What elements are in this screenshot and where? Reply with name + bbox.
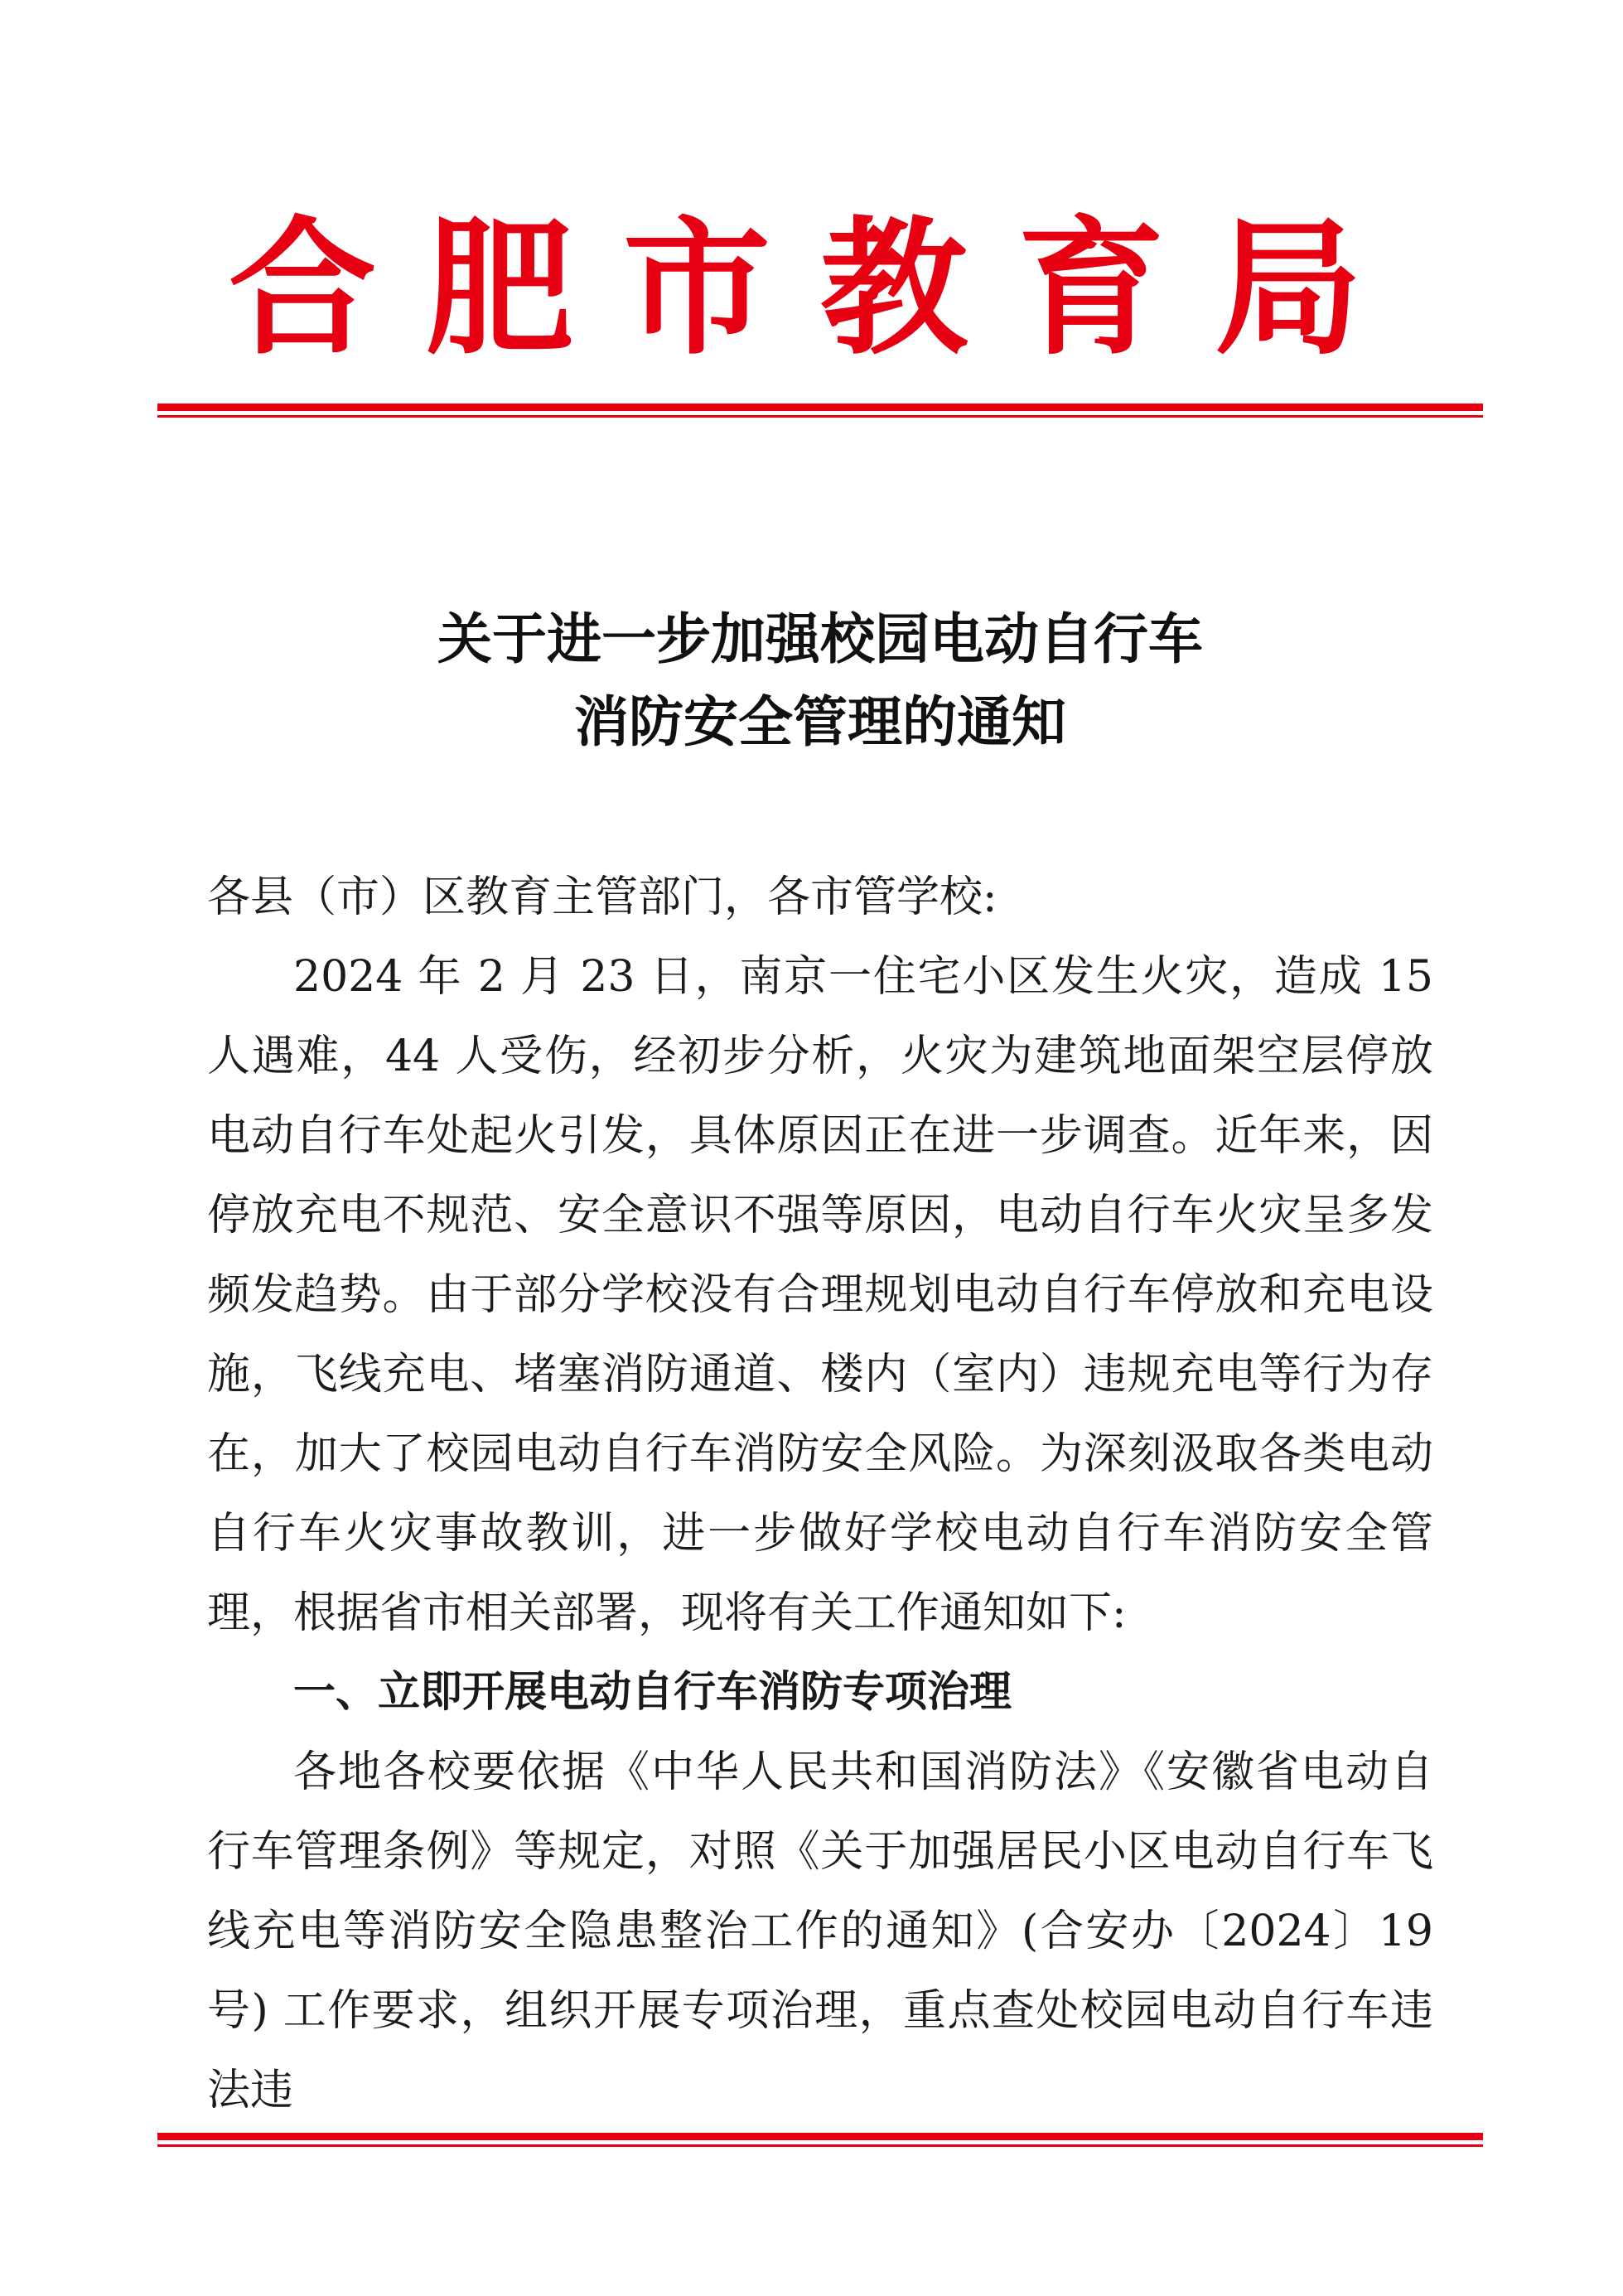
footer-red-rule (157, 2133, 1483, 2147)
paragraph-background: 2024 年 2 月 23 日，南京一住宅小区发生火灾，造成 15 人遇难，44 人受伤，经初步分析，火灾为建筑地面架空层停放电动自行车处起火引发，具体原因正在进一步调查。近年来，因停放充电不规范、安全意识不强等原因，电动自行车火灾呈多发频发趋势。由于部分学校没有合理规划电动自行车停放和充电设施，飞线充电、堵塞消防通道、楼内（室内）违规充电等行为存在，加大了校园电动自行车消防安全风险。为深刻汲取各类电动自行车火灾事故教训，进一步做好学校电动自行车消防安全管理，根据省市相关部署，现将有关工作通知如下: (207, 952, 1433, 1638)
red-rule-thin-line (157, 2144, 1483, 2147)
document-body (207, 858, 1433, 2130)
document-title-line-1: 关于进一步加强校园电动自行车 (437, 607, 1203, 671)
red-rule-thin-line (157, 415, 1483, 418)
red-rule-thick-line (157, 2133, 1483, 2140)
document-title (157, 598, 1483, 764)
masthead-red-rule (157, 404, 1483, 418)
agency-masthead: 合肥市教育局 (229, 201, 1412, 375)
red-rule-thick-line (157, 404, 1483, 411)
salutation: 各县（市）区教育主管部门，各市管学校: (207, 872, 997, 922)
section-1-heading: 一、立即开展电动自行车消防专项治理 (293, 1668, 1012, 1717)
paragraph-special-governance: 各地各校要依据《中华人民共和国消防法》《安徽省电动自行车管理条例》等规定，对照《关于加强居民小区电动自行车飞线充电等消防安全隐患整治工作的通知》(合安办〔2024〕19 号) 工作要求，组织开展专项治理，重点查处校园电动自行车违法违 (207, 1747, 1433, 2115)
document-title-line-2: 消防安全管理的通知 (574, 690, 1066, 754)
